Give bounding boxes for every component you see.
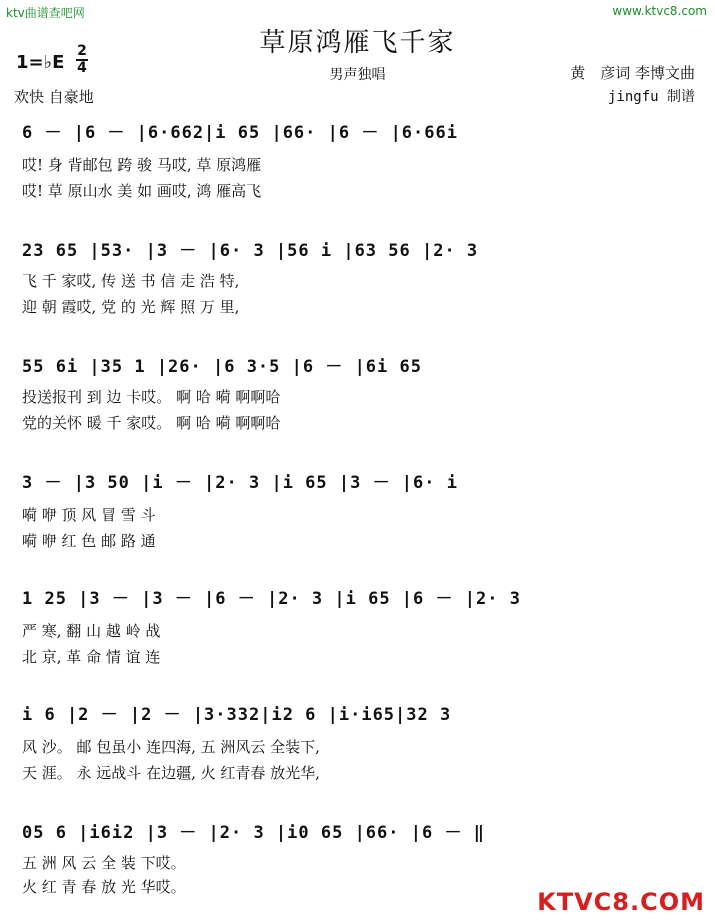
lyric-line: 党的关怀 暖 千 家哎。 啊 哈 嗬 啊啊哈 bbox=[22, 414, 281, 432]
notes-line: 3 － |3 50 |i － |2· 3 |i 65 |3 － |6· i bbox=[22, 473, 458, 493]
lyric-line: 嗬 咿 红 色 邮 路 通 bbox=[22, 532, 156, 550]
notes-line: 1 25 |3 － |3 － |6 － |2· 3 |i 65 |6 － |2· 3 bbox=[22, 589, 521, 609]
lyric-line: 风 沙。 邮 包虽小 连四海, 五 洲风云 全装下, bbox=[22, 738, 320, 756]
lyric-line: 投送报刊 到 边 卡哎。 啊 哈 嗬 啊啊哈 bbox=[22, 388, 281, 406]
meter-top: 2 bbox=[77, 43, 87, 59]
notes-line: 23 65 |53· |3 － |6· 3 |56 i |63 56 |2· 3 bbox=[22, 241, 479, 261]
watermark-site-url: www.ktvc8.com bbox=[612, 4, 707, 18]
lyric-line: 哎! 身 背邮包 跨 骏 马哎, 草 原鸿雁 bbox=[22, 156, 262, 174]
lyric-line: 严 寒, 翻 山 越 岭 战 bbox=[22, 622, 161, 640]
watermark-site-name: ktv曲谱查吧网 bbox=[6, 6, 85, 20]
score-maker: jingfu 制谱 bbox=[607, 89, 695, 105]
time-signature bbox=[76, 44, 88, 76]
song-title: 草原鸿雁飞千家 bbox=[259, 28, 456, 58]
notes-line: i 6 |2 － |2 － |3·332|i2 6 |i·i65|32 3 bbox=[22, 705, 452, 725]
notes-line: 6 － |6 － |6·662|i 65 |66· |6 － |6·66i bbox=[22, 123, 458, 143]
lyric-line: 五 洲 风 云 全 装 下哎。 bbox=[22, 854, 186, 872]
lyric-line: 火 红 青 春 放 光 华哎。 bbox=[22, 878, 186, 896]
lyric-line: 迎 朝 霞哎, 党 的 光 辉 照 万 里, bbox=[22, 298, 240, 316]
lyric-line: 北 京, 革 命 情 谊 连 bbox=[22, 648, 161, 666]
notes-line: 55 6i |35 1 |26· |6 3·5 |6 － |6i 65 bbox=[22, 357, 422, 377]
watermark-logo: KTVC8.COM bbox=[537, 888, 705, 916]
notes-line: 05 6 |i6i2 |3 － |2· 3 |i0 65 |66· |6 － ‖ bbox=[22, 823, 485, 843]
lyric-line: 嗬 咿 顶 风 冒 雪 斗 bbox=[22, 506, 156, 524]
lyric-line: 哎! 草 原山水 美 如 画哎, 鸿 雁高飞 bbox=[22, 182, 262, 200]
tempo-marking: 欢快 自豪地 bbox=[14, 88, 94, 106]
key-signature: 1=♭E bbox=[16, 52, 65, 73]
lyric-line: 天 涯。 永 远战斗 在边疆, 火 红青春 放光华, bbox=[22, 764, 320, 782]
song-subtitle: 男声独唱 bbox=[329, 67, 386, 83]
lyric-line: 飞 千 家哎, 传 送 书 信 走 浩 特, bbox=[22, 272, 240, 290]
song-credit: 黄 彦词 李博文曲 bbox=[570, 64, 695, 82]
meter-bottom: 4 bbox=[77, 60, 87, 76]
